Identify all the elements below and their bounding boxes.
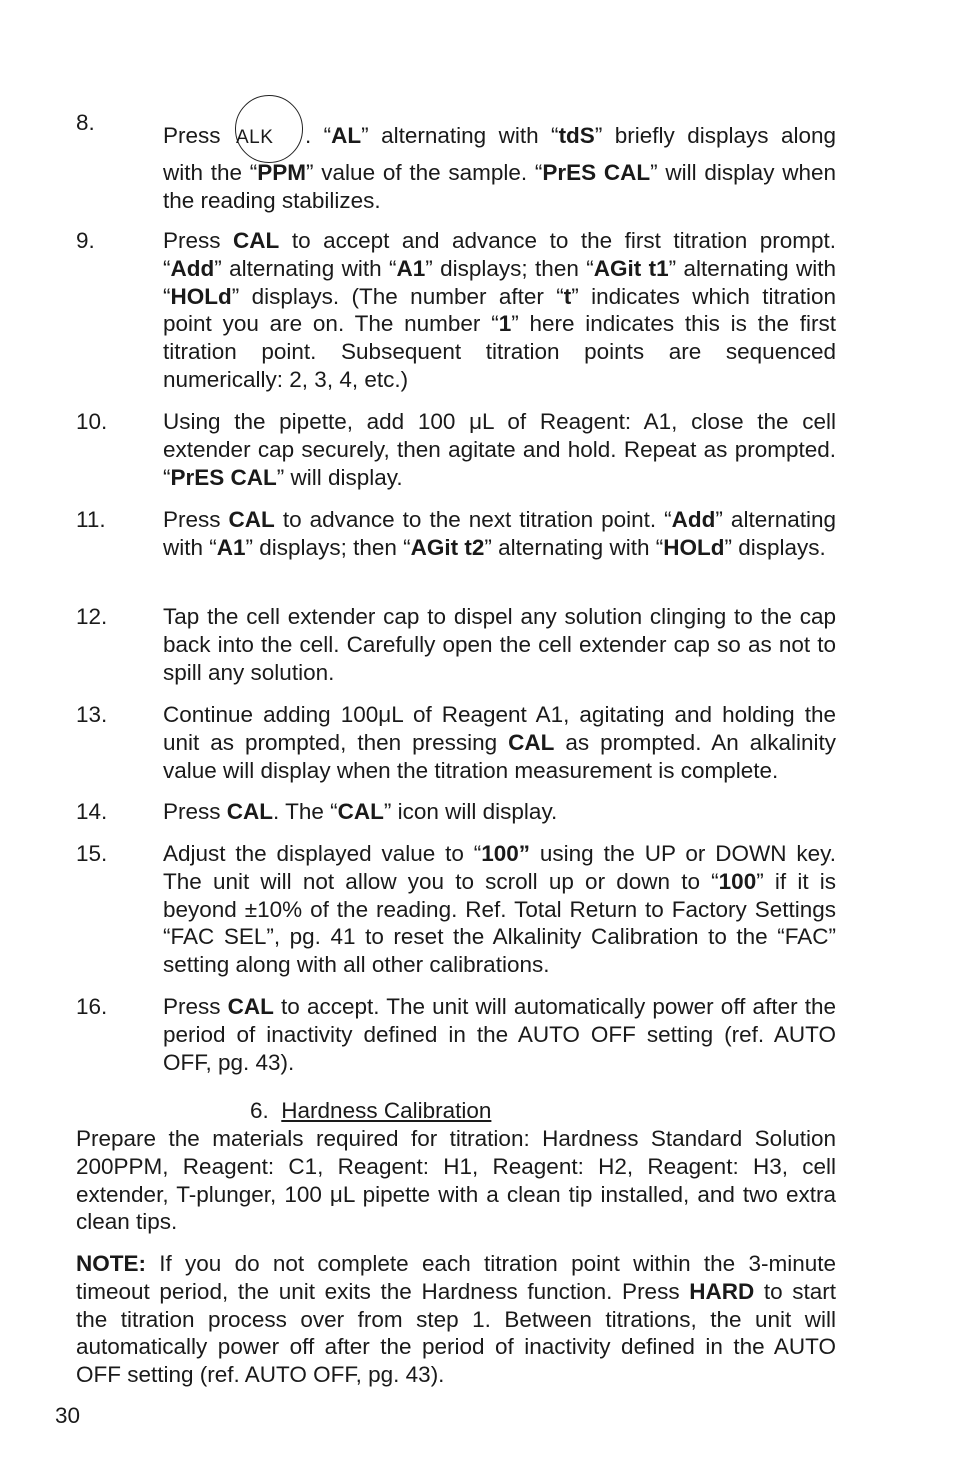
step-text: Press ALK . “AL” alternating with “tdS” briefly displays along with the “PPM” value of the sample. “PrES CAL” will display when the reading stabilizes.	[163, 103, 836, 215]
step-8	[76, 103, 836, 215]
step-9: 9. Press CAL to accept and advance to the first titration prompt. “Add” alternating with “A1” displays; then “AGit t1” alternating with “HOLd” displays. (The number after “t” indicates which titration point you are on. The number “1” here indicates this is the first titration point. Subsequent titration points are sequenced numerically: 2, 3, 4, etc.)	[76, 228, 837, 392]
alk-key-icon: ALK	[235, 95, 303, 163]
step-12: 12. Tap the cell extender cap to dispel any solution clinging to the cap back into the cell. Carefully open the cell extender cap so as not to spill any solution.	[76, 604, 836, 685]
section-title: Hardness Calibration	[281, 1098, 492, 1123]
step-14: 14. Press CAL. The “CAL” icon will display.	[76, 799, 558, 824]
intro-paragraph: Prepare the materials required for titration: Hardness Standard Solution 200PPM, Reagent: C1, Reagent: H1, Reagent: H2, Reagent: H3, cell extender, T-plunger, 100 μL pipette with a clean tip installed, and two extra clean tips.	[76, 1126, 836, 1235]
section-heading	[250, 1097, 491, 1125]
step-10: 10. Using the pipette, add 100 μL of Reagent: A1, close the cell extender cap securely, then agitate and hold. Repeat as prompted. “PrES CAL” will display.	[76, 409, 836, 490]
step-11: 11. Press CAL to advance to the next titration point. “Add” alternating with “A1” displays; then “AGit t2” alternating with “HOLd” displays.	[76, 507, 837, 560]
note-label: NOTE:	[76, 1251, 146, 1276]
page-number: 30	[55, 1403, 81, 1428]
step-16: 16. Press CAL to accept. The unit will automatically power off after the period of inactivity defined in the AUTO OFF setting (ref. AUTO OFF, pg. 43).	[76, 994, 836, 1075]
section-number: 6.	[250, 1098, 269, 1123]
note-paragraph: NOTE: If you do not complete each titration point within the 3-minute timeout period, the unit exits the Hardness function. Press HARD to start the titration process over from step 1. Between titrations, the unit will automatically power off after the period of inactivity defined in the AUTO OFF setting (ref. AUTO OFF, pg. 43).	[76, 1251, 837, 1388]
step-15: 15. Adjust the displayed value to “100” using the UP or DOWN key. The unit will not allow you to scroll up or down to “100” if it is beyond ±10% of the reading. Ref. Total Return to Factory Settings “FAC SEL”, pg. 41 to reset the Alkalinity Calibration to the “FAC” setting along with all other calibrations.	[76, 841, 837, 978]
step-13: 13. Continue adding 100μL of Reagent A1, agitating and holding the unit as prompted, then pressing CAL as prompted. An alkalinity value will display when the titration measurement is complete.	[76, 702, 836, 783]
step-number: 8.	[76, 110, 95, 135]
